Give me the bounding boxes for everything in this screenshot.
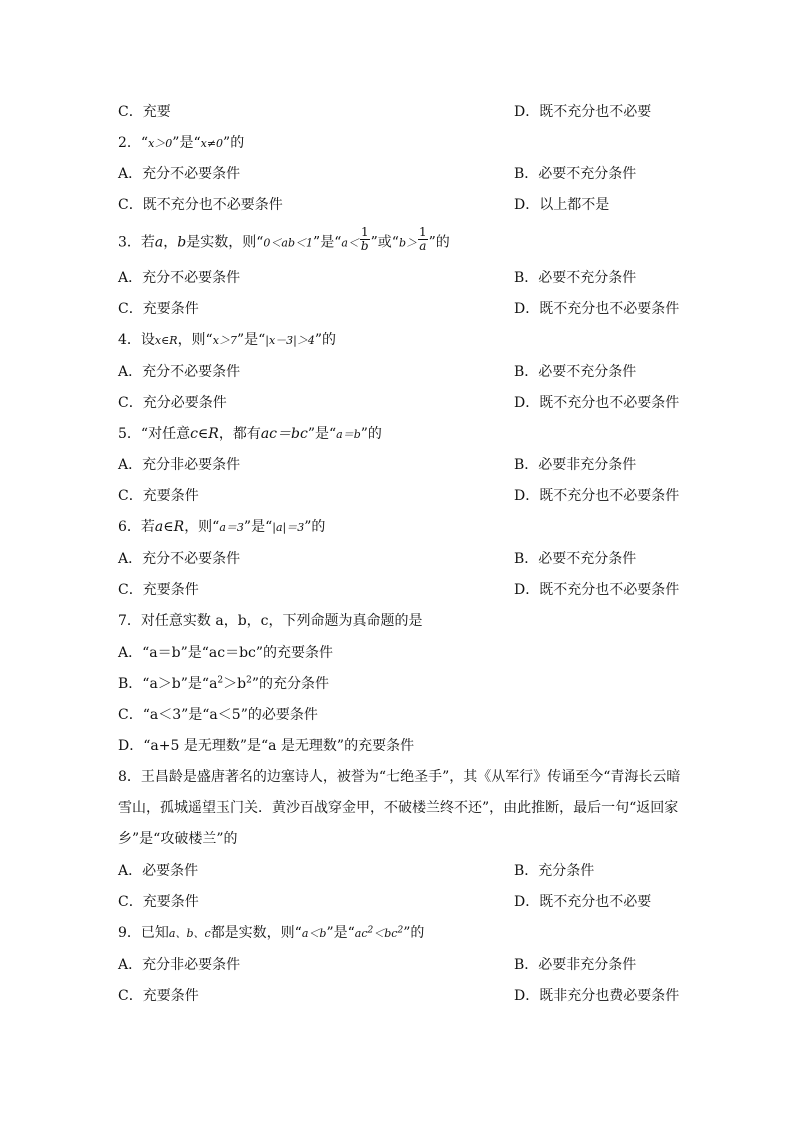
q5-option-c: C．充要条件 — [118, 488, 199, 504]
q9-vars: a、b、c — [168, 927, 211, 940]
q2-options-row-1 — [118, 164, 637, 184]
q5-option-b: B．必要非充分条件 — [514, 457, 637, 473]
q8-stem-line-3: 乡”是“攻破楼兰”的 — [118, 831, 238, 847]
q7-option-a: A．“a＝b”是“ac＝bc”的充要条件 — [118, 645, 334, 661]
q9-options-row-1 — [118, 955, 637, 975]
q3-option-b: B．必要不充分条件 — [514, 270, 637, 286]
q2-cond2: x≠0 — [200, 137, 224, 150]
q2-stem: 2．“x＞0”是“x≠0”的 — [118, 135, 245, 151]
q3-options-row-2 — [118, 299, 680, 319]
q9-cond2: $ac^2<bc^2$ — [354, 925, 404, 940]
q4-option-c: C．充分必要条件 — [118, 395, 227, 411]
q4-set: x∈R — [154, 334, 178, 347]
q2-option-c: C．既不充分也不必要条件 — [118, 197, 283, 213]
q9-cond1: a＜b — [301, 927, 327, 940]
q8-stem-line-2: 雪山，孤城遥望玉门关．黄沙百战穿金甲，不破楼兰终不还”，由此推断，最后一句“返回家 — [118, 800, 679, 816]
q3-option-d: D．既不充分也不必要条件 — [514, 301, 680, 317]
q4-option-a: A．充分不必要条件 — [118, 364, 241, 380]
q8-option-a: A．必要条件 — [118, 863, 199, 879]
q6-cond2: |a|＝3 — [272, 521, 305, 534]
q6-option-d: D．既不充分也不必要条件 — [514, 582, 680, 598]
q9-options-row-2 — [118, 986, 680, 1006]
q9-option-a: A．充分非必要条件 — [118, 957, 241, 973]
q6-options-row-1 — [118, 549, 637, 569]
q6-stem: 6．若a∈R，则“a＝3”是“|a|＝3”的 — [118, 519, 326, 535]
q2-option-d: D．以上都不是 — [514, 197, 610, 213]
q6-set: a∈R — [154, 519, 185, 535]
q4-options-row-2 — [118, 393, 680, 413]
q9-option-d: D．既非充分也费必要条件 — [514, 988, 680, 1004]
q3-fraction-1: $\frac{1}{b}$ — [360, 225, 369, 253]
q5-option-d: D．既不充分也不必要条件 — [514, 488, 680, 504]
q8-option-d: D．既不充分也不必要 — [514, 894, 652, 910]
q4-option-d: D．既不充分也不必要条件 — [514, 395, 680, 411]
q2-option-b: B．必要不充分条件 — [514, 166, 637, 182]
q1-option-c: C．充要 — [118, 104, 171, 120]
q2-cond1: x＞0 — [148, 137, 173, 150]
q6-options-row-2 — [118, 580, 680, 600]
q7-stem: 7．对任意实数 a，b，c，下列命题为真命题的是 — [118, 613, 423, 629]
q3-fraction-2: $\frac{1}{a}$ — [418, 225, 427, 253]
q3-cond1: 0＜ab＜1 — [263, 236, 314, 250]
q4-cond1: x＞7 — [212, 334, 237, 347]
q8-option-c: C．充要条件 — [118, 894, 199, 910]
q1-option-d: D．既不充分也不必要 — [514, 104, 652, 120]
q9-stem: 9．已知a、b、c都是实数，则“a＜b”是“$ac^2<bc^2$”的 — [118, 925, 425, 941]
q2-option-a: A．充分不必要条件 — [118, 166, 241, 182]
q7-option-b: B．“a＞b”是“$a^2>b^2$”的充分条件 — [118, 675, 330, 692]
q8-option-b: B．充分条件 — [514, 863, 595, 879]
q9-option-b: B．必要非充分条件 — [514, 957, 637, 973]
q4-options-row-1 — [118, 362, 637, 382]
q5-set: c∈R — [190, 426, 219, 442]
q5-options-row-2 — [118, 486, 680, 506]
q3-option-a: A．充分不必要条件 — [118, 270, 241, 286]
q3-stem: 3．若a，b是实数，则“0＜ab＜1”是“a＜ $\frac{1}{b}$ ”或“b＞ $\frac{1}{a}$ ”的 — [118, 225, 450, 253]
q2-options-row-2 — [118, 195, 610, 215]
q8-options-row-2 — [118, 892, 652, 912]
q3-option-c: C．充要条件 — [118, 301, 199, 317]
q7-option-c: C．“a＜3”是“a＜5”的必要条件 — [118, 707, 318, 723]
q4-option-b: B．必要不充分条件 — [514, 364, 637, 380]
q8-stem-line-1: 8．王昌龄是盛唐著名的边塞诗人，被誉为“七绝圣手”，其《从军行》传诵至今“青海长云暗 — [118, 769, 681, 785]
q3-options-row-1 — [118, 268, 637, 288]
q4-cond2: |x－3|＞4 — [265, 334, 315, 347]
q6-cond1: a＝3 — [219, 521, 244, 534]
q6-option-c: C．充要条件 — [118, 582, 199, 598]
q9-option-c: C．充要条件 — [118, 988, 199, 1004]
q5-options-row-1 — [118, 455, 637, 475]
q7-option-d: D．“a+5 是无理数”是“a 是无理数”的充要条件 — [118, 738, 415, 754]
q8-options-row-1 — [118, 861, 595, 881]
q5-option-a: A．充分非必要条件 — [118, 457, 241, 473]
q6-option-b: B．必要不充分条件 — [514, 551, 637, 567]
q4-stem: 4．设x∈R，则“x＞7”是“|x－3|＞4”的 — [118, 332, 337, 348]
q5-cond1: ac＝bc — [260, 426, 308, 442]
q6-option-a: A．充分不必要条件 — [118, 551, 241, 567]
q5-stem: 5．“对任意c∈R，都有ac＝bc”是“a＝b”的 — [118, 426, 382, 442]
q5-cond2: a＝b — [336, 428, 361, 441]
q1-options-row — [118, 102, 652, 122]
